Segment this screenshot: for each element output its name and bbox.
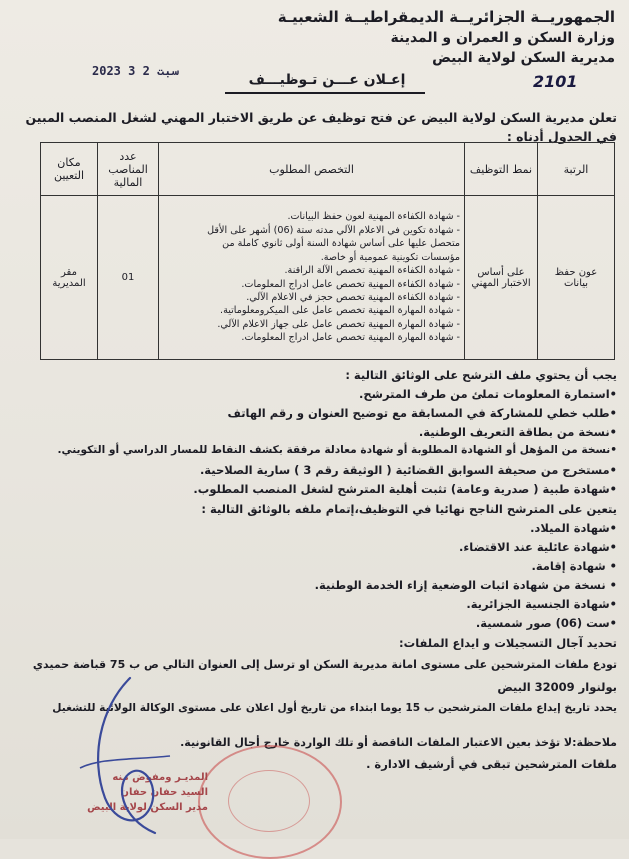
final-document-item: •ست (06) صور شمسية.	[475, 616, 617, 630]
specialty-line: - شهادة المهارة المهنية تخصص عامل ادراج المعلومات.	[241, 332, 460, 344]
document-item: •نسخة من بطاقة التعريف الوطنية.	[418, 425, 617, 439]
deadline-heading: تحديد آجال التسجيلات و ايداع الملفات:	[399, 636, 617, 650]
final-documents-intro: يتعين على المترشح الناجح نهائيا في التوظيف،إتمام ملفه بالوثائق التالية :	[201, 502, 617, 516]
official-seal-inner	[228, 770, 310, 832]
specialty-line: - شهادة الكفاءة المهنية تخصص عامل ادراج المعلومات.	[241, 278, 460, 290]
signature-line-2: السيد حفان حفان	[120, 787, 208, 798]
document-item: •مستخرج من صحيفة السوابق القضائية ( الوثيقة رقم 3 ) سارية الصلاحية.	[199, 463, 617, 477]
specialty-line: - شهادة الكفاءة المهنية تخصص الآلة الراقنة.	[284, 265, 460, 277]
directorate-header: مديرية السكن لولاية البيض	[432, 50, 615, 66]
header-location: مكان التعيين	[41, 143, 98, 196]
final-document-item: •شهادة الجنسية الجزائرية.	[466, 597, 617, 611]
deadline-line: يحدد تاريخ إيداع ملفات المترشحين ب 15 يوما ابتداء من تاريخ أول اعلان على مستوى الوكالة الولائية للتشغيل	[52, 702, 617, 714]
specialty-line: - شهادة الكفاءة المهنية تخصص حجز في الاعلام الآلي.	[246, 291, 460, 303]
republic-header: الجمهوريــة الجزائريــة الديمقراطيــة الشعبيـة	[277, 8, 615, 26]
note-line-1: ملاحظة:لا تؤخذ بعين الاعتبار الملفات الناقصة أو تلك الواردة خارج أجال القانونية.	[180, 736, 617, 749]
handwritten-signature	[60, 668, 220, 838]
specialty-line: - شهادة الكفاءة المهنية لعون حفظ البيانات.	[287, 211, 460, 223]
cell-rank: عون حفظ بيانات	[538, 196, 615, 360]
intro-line-2: في الجدول أدناه :	[506, 129, 617, 144]
final-document-item: • شهادة إقامة.	[531, 559, 617, 573]
specialty-line: - شهادة المهارة المهنية تخصص عامل على الميكرومعلوماتية.	[220, 305, 460, 317]
signature-line-3: مدير السكن لولاية البيض	[87, 802, 208, 813]
final-document-item: •شهادة الميلاد.	[530, 521, 617, 535]
announcement-title: إعـلان عـــن تـوظيـــف	[248, 72, 406, 88]
deposit-line-1: تودع ملفات المترشحين على مستوى امانة مديرية السكن او ترسل إلى العنوان التالي ص ب 75 قباضة حميدي	[32, 658, 617, 671]
signature-line-1: المديـر ومفوض منه	[112, 772, 208, 783]
final-document-item: •شهادة عائلية عند الاقتضاء.	[459, 540, 617, 554]
received-date-stamp: 2023 سبت 2 3	[92, 64, 179, 78]
job-table	[40, 142, 615, 360]
document-item: •نسخة من المؤهل أو الشهادة المطلوبة أو شهادة معادلة مرفقة بكشف النقاط للمسار الدراسي أو التكويني.	[57, 444, 617, 456]
document-item: •استمارة المعلومات تملئ من طرف المترشح.	[359, 387, 617, 401]
title-underline	[225, 92, 425, 94]
header-positions: عدد المناصب المالية	[98, 143, 159, 196]
intro-paragraph	[17, 108, 617, 146]
header-rank: الرتبة	[538, 143, 615, 196]
deposit-line-2: بولنوار 32009 البيض	[497, 680, 617, 694]
document-item: •شهادة طبية ( صدرية وعامة) تثبت أهلية المترشح لشغل المنصب المطلوب.	[193, 482, 617, 496]
cell-location: مقر المديرية	[41, 196, 98, 360]
note-line-2: ملفات المترشحين تبقى في أرشيف الادارة .	[366, 757, 617, 771]
table-row	[41, 196, 615, 360]
header-mode: نمط التوظيف	[465, 143, 538, 196]
cell-specialties	[159, 196, 465, 360]
header-specialty: التخصص المطلوب	[159, 143, 465, 196]
ministry-header: وزارة السكن و العمران و المدينة	[390, 30, 615, 46]
reference-number: 2101	[533, 72, 578, 91]
specialty-line: متحصل عليها على أساس شهادة السنة أولى ثانوي كاملة من	[222, 238, 460, 250]
cell-positions: 01	[98, 196, 159, 360]
specialty-line: مؤسسات تكوينية عمومية أو خاصة.	[320, 251, 460, 263]
table-header-row	[41, 143, 615, 196]
specialty-line: - شهادة تكوين في الاعلام الآلي مدته ستة (06) أشهر على الأقل	[207, 224, 460, 236]
cell-mode: على أساس الاختبار المهني	[465, 196, 538, 360]
documents-intro: يجب أن يحتوي ملف الترشح على الوثائق التالية :	[345, 368, 617, 382]
final-document-item: • نسخة من شهادة اثبات الوضعية إزاء الخدمة الوطنية.	[314, 578, 617, 592]
document-item: •طلب خطي للمشاركة في المسابقة مع توضيح العنوان و رقم الهاتف	[227, 406, 617, 420]
specialty-line: - شهادة المهارة المهنية تخصص عامل على جهاز الاعلام الآلي.	[217, 318, 460, 330]
intro-line-1: تعلن مديرية السكن لولاية البيض عن فتح توظيف عن طريق الاختبار المهني لشغل المنصب المبين	[25, 110, 617, 125]
